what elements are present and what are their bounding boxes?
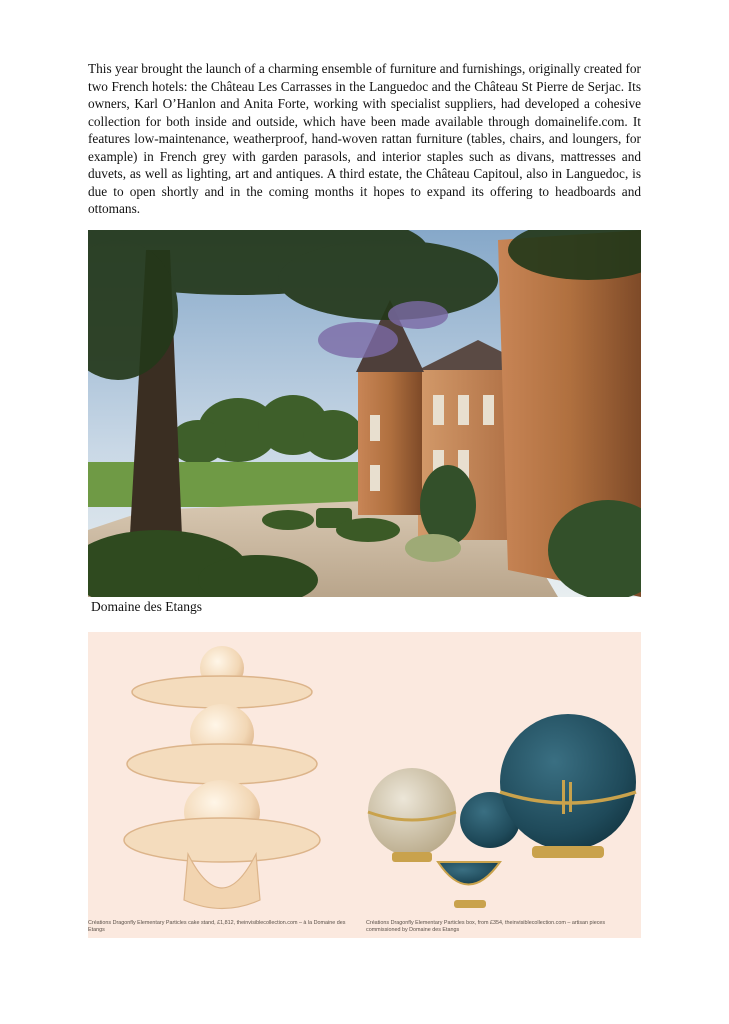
open-box-bowl (438, 862, 500, 885)
article-paragraph: This year brought the launch of a charming ensemble of furniture and furnishings, originally created for two French hotels: the Château Les Carrasses in the Languedoc and the Château St Pierre de Serjac. Its owners, Karl O’Hanlon and Anita Forte, working with specialist suppliers, had developed a cohesive collection for both inside and outside, which have been made available through domainelife.com. It features low-maintenance, weatherproof, hand-woven rattan furniture (tables, chairs, and loungers, for example) in French grey with garden parasols, and interior staples such as divans, mattresses and duvets, as well as lighting, art and antiques. A third estate, the Château Capitoul, also in Languedoc, is due to open shortly and in the coming months it hopes to expand its offering to headboards and ottomans. (88, 61, 641, 216)
teal-sphere-clasp-2 (569, 782, 572, 812)
open-box-base (454, 900, 486, 908)
crackle-box (368, 768, 456, 862)
chateau-photo (88, 230, 641, 597)
cake-stand (124, 646, 320, 909)
chateau-illustration (88, 230, 641, 597)
crackle-base (392, 852, 432, 862)
photo-caption: Domaine des Etangs (91, 599, 202, 614)
lawn (88, 462, 368, 507)
product-illustration (88, 632, 641, 938)
cake-stand-caption: Créations Dragonfly Elementary Particles cake stand, £1,812, theinvisiblecollection.com – à la Domaine des Etangs (88, 920, 346, 933)
stand-plate-3 (124, 818, 320, 862)
product-panel (88, 632, 641, 938)
teal-sphere-box (500, 714, 636, 858)
box-caption: Créations Dragonfly Elementary Particles box, from £354, theinvisiblecollection.com – artisan pieces commissioned by Domaine des Etangs (366, 920, 606, 933)
stand-plate-2 (127, 744, 317, 784)
stand-plate-1 (132, 676, 312, 708)
teal-sphere-clasp-1 (562, 780, 565, 814)
crackle-sphere (368, 768, 456, 856)
small-tower (358, 370, 422, 515)
teal-sphere-base (532, 846, 604, 858)
teal-sphere (500, 714, 636, 850)
